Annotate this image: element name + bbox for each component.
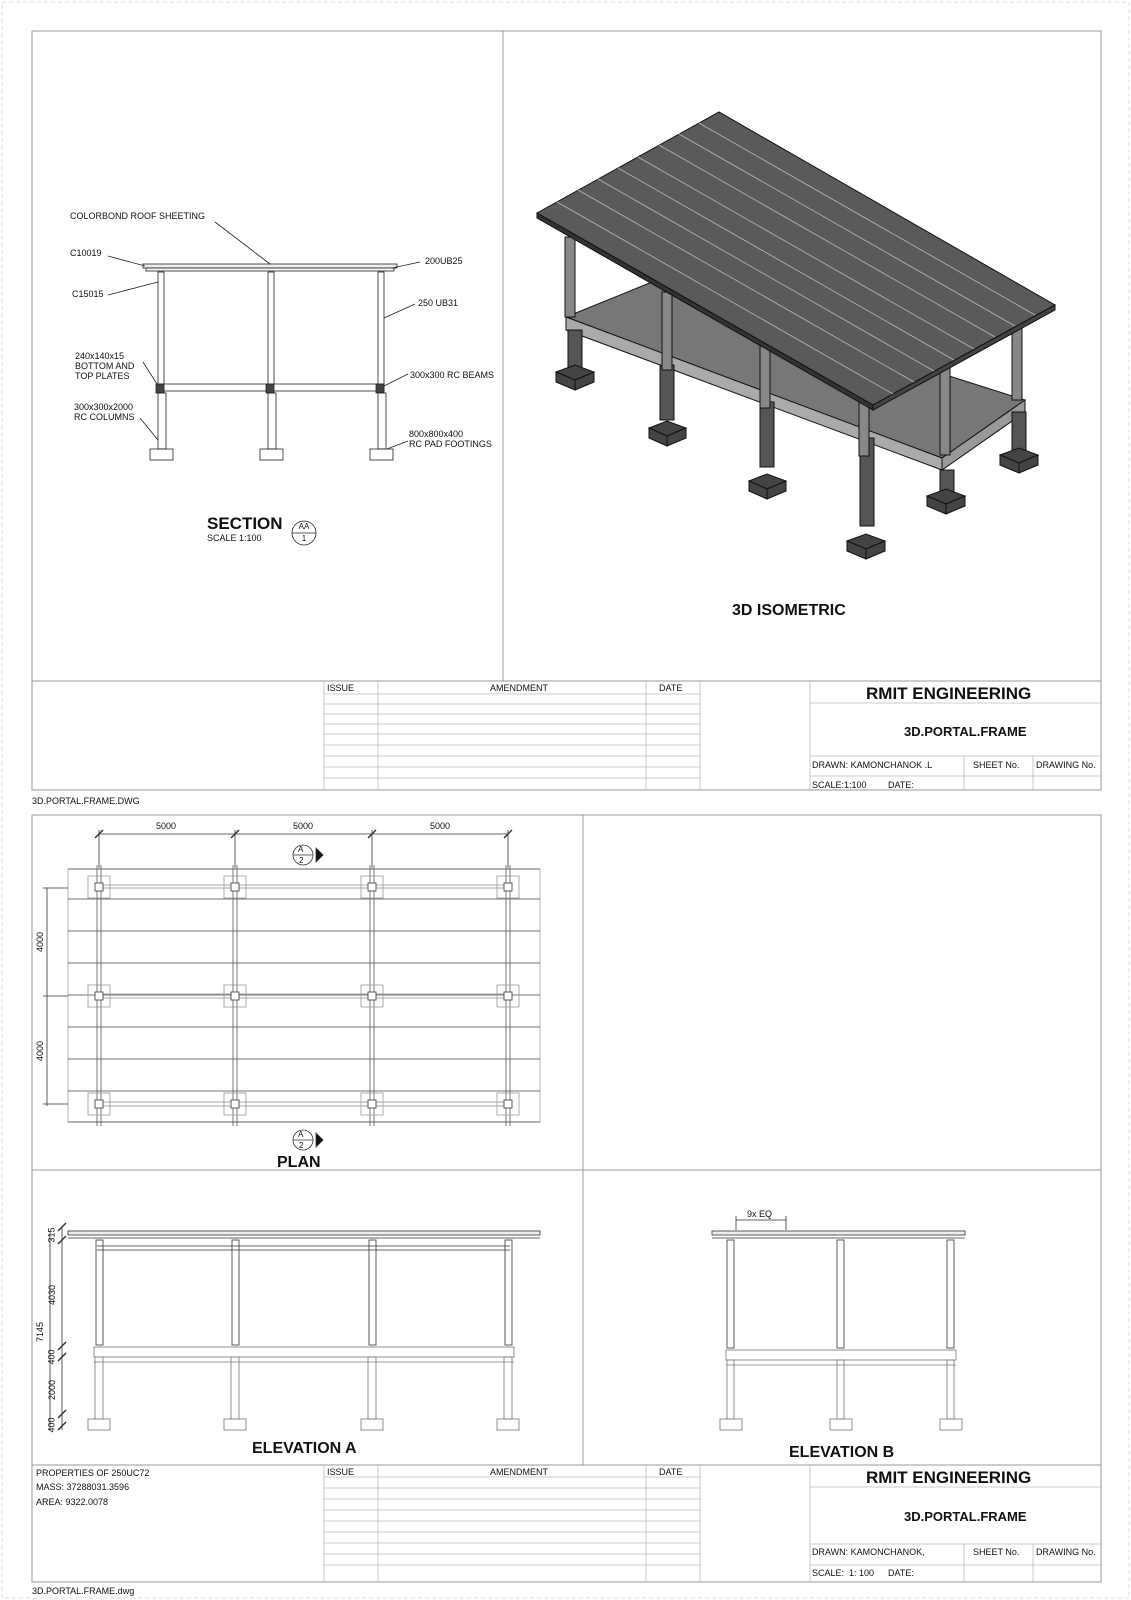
plan-dim-top-1: 5000 xyxy=(156,821,177,831)
label-rc-columns: 300x300x2000 RC COLUMNS xyxy=(74,402,135,422)
label-c10019: C10019 xyxy=(70,248,102,258)
tb2-date-label: DATE: xyxy=(888,1568,914,1578)
tb1-sheet-no: SHEET No. xyxy=(973,760,1020,770)
isometric-title: 3D ISOMETRIC xyxy=(732,602,846,619)
plan-dim-top-3: 5000 xyxy=(430,821,451,831)
plan-drawing xyxy=(43,830,540,1150)
elev-a-dim-total: 7145 xyxy=(35,1321,46,1343)
tb2-drawing-no: DRAWING No. xyxy=(1036,1547,1096,1557)
tb1-drawing-no: DRAWING No. xyxy=(1036,760,1096,770)
sheet2-filename: 3D.PORTAL.FRAME.dwg xyxy=(32,1586,135,1596)
elev-a-title: ELEVATION A xyxy=(252,1440,357,1457)
plan-marker-top-letter: A xyxy=(298,845,304,854)
label-c15015: C15015 xyxy=(72,289,104,299)
properties-title: PROPERTIES OF 250UC72 xyxy=(36,1468,150,1478)
elevation-b-drawing xyxy=(712,1216,965,1430)
elev-a-dim-315: 315 xyxy=(46,1227,57,1243)
plan-title: PLAN xyxy=(277,1154,321,1171)
label-plates: 240x140x15 BOTTOM AND TOP PLATES xyxy=(75,351,135,381)
section-tag-bottom: 1 xyxy=(301,534,307,543)
tb2-date: DATE xyxy=(659,1467,683,1477)
tb1-project: 3D.PORTAL.FRAME xyxy=(904,724,1027,739)
plan-dim-top-2: 5000 xyxy=(293,821,314,831)
tb1-date: DATE xyxy=(659,683,683,693)
tb2-company: RMIT ENGINEERING xyxy=(866,1468,1032,1487)
tb1-issue: ISSUE xyxy=(327,683,355,693)
tb2-issue: ISSUE xyxy=(327,1467,355,1477)
plan-dim-left-1: 4000 xyxy=(35,931,46,953)
section-title: SECTION xyxy=(207,514,283,533)
tb2-scale: SCALE: 1: 100 xyxy=(812,1568,875,1578)
label-rc-beams: 300x300 RC BEAMS xyxy=(410,370,495,380)
tb1-amendment: AMENDMENT xyxy=(490,683,548,693)
properties-mass: MASS: 37288031.3596 xyxy=(36,1482,130,1492)
sheet1-filename: 3D.PORTAL.FRAME.DWG xyxy=(32,796,140,806)
section-drawing xyxy=(108,222,420,545)
tb1-date-label: DATE: xyxy=(888,780,914,790)
label-pad-footings: 800x800x400 RC PAD FOOTINGS xyxy=(409,429,492,449)
properties-area: AREA: 9322.0078 xyxy=(36,1497,109,1507)
label-250ub31: 250 UB31 xyxy=(418,298,459,308)
plan-dim-left-2: 4000 xyxy=(35,1040,46,1062)
elevation-a-drawing xyxy=(50,1223,540,1430)
elev-a-dim-2000: 2000 xyxy=(47,1379,58,1401)
plan-marker-top-num: 2 xyxy=(299,856,304,865)
elev-b-spacing: 9x EQ xyxy=(747,1209,773,1219)
elev-a-dim-4030: 4030 xyxy=(47,1284,58,1306)
elev-a-dim-400b: 400 xyxy=(46,1417,57,1433)
tb1-company: RMIT ENGINEERING xyxy=(866,684,1032,703)
tb2-drawn: DRAWN: KAMONCHANOK, xyxy=(812,1547,925,1557)
tb2-project: 3D.PORTAL.FRAME xyxy=(904,1509,1027,1524)
tb1-scale: SCALE:1:100 xyxy=(812,780,867,790)
section-tag-top: AA xyxy=(298,522,310,531)
tb2-amendment: AMENDMENT xyxy=(490,1467,548,1477)
sheet2-frame xyxy=(32,815,1101,1582)
elev-b-title: ELEVATION B xyxy=(789,1444,895,1461)
plan-marker-bottom-num: 2 xyxy=(299,1141,304,1150)
tb2-sheet-no: SHEET No. xyxy=(973,1547,1020,1557)
section-scale: SCALE 1:100 xyxy=(207,533,262,543)
isometric-drawing xyxy=(537,112,1055,559)
label-200ub25: 200UB25 xyxy=(425,256,463,266)
elev-a-dim-400: 400 xyxy=(46,1349,57,1365)
plan-marker-bottom-letter: A xyxy=(298,1130,304,1139)
label-roof-sheeting: COLORBOND ROOF SHEETING xyxy=(70,211,206,221)
tb1-drawn: DRAWN: KAMONCHANOK .L xyxy=(812,760,933,770)
